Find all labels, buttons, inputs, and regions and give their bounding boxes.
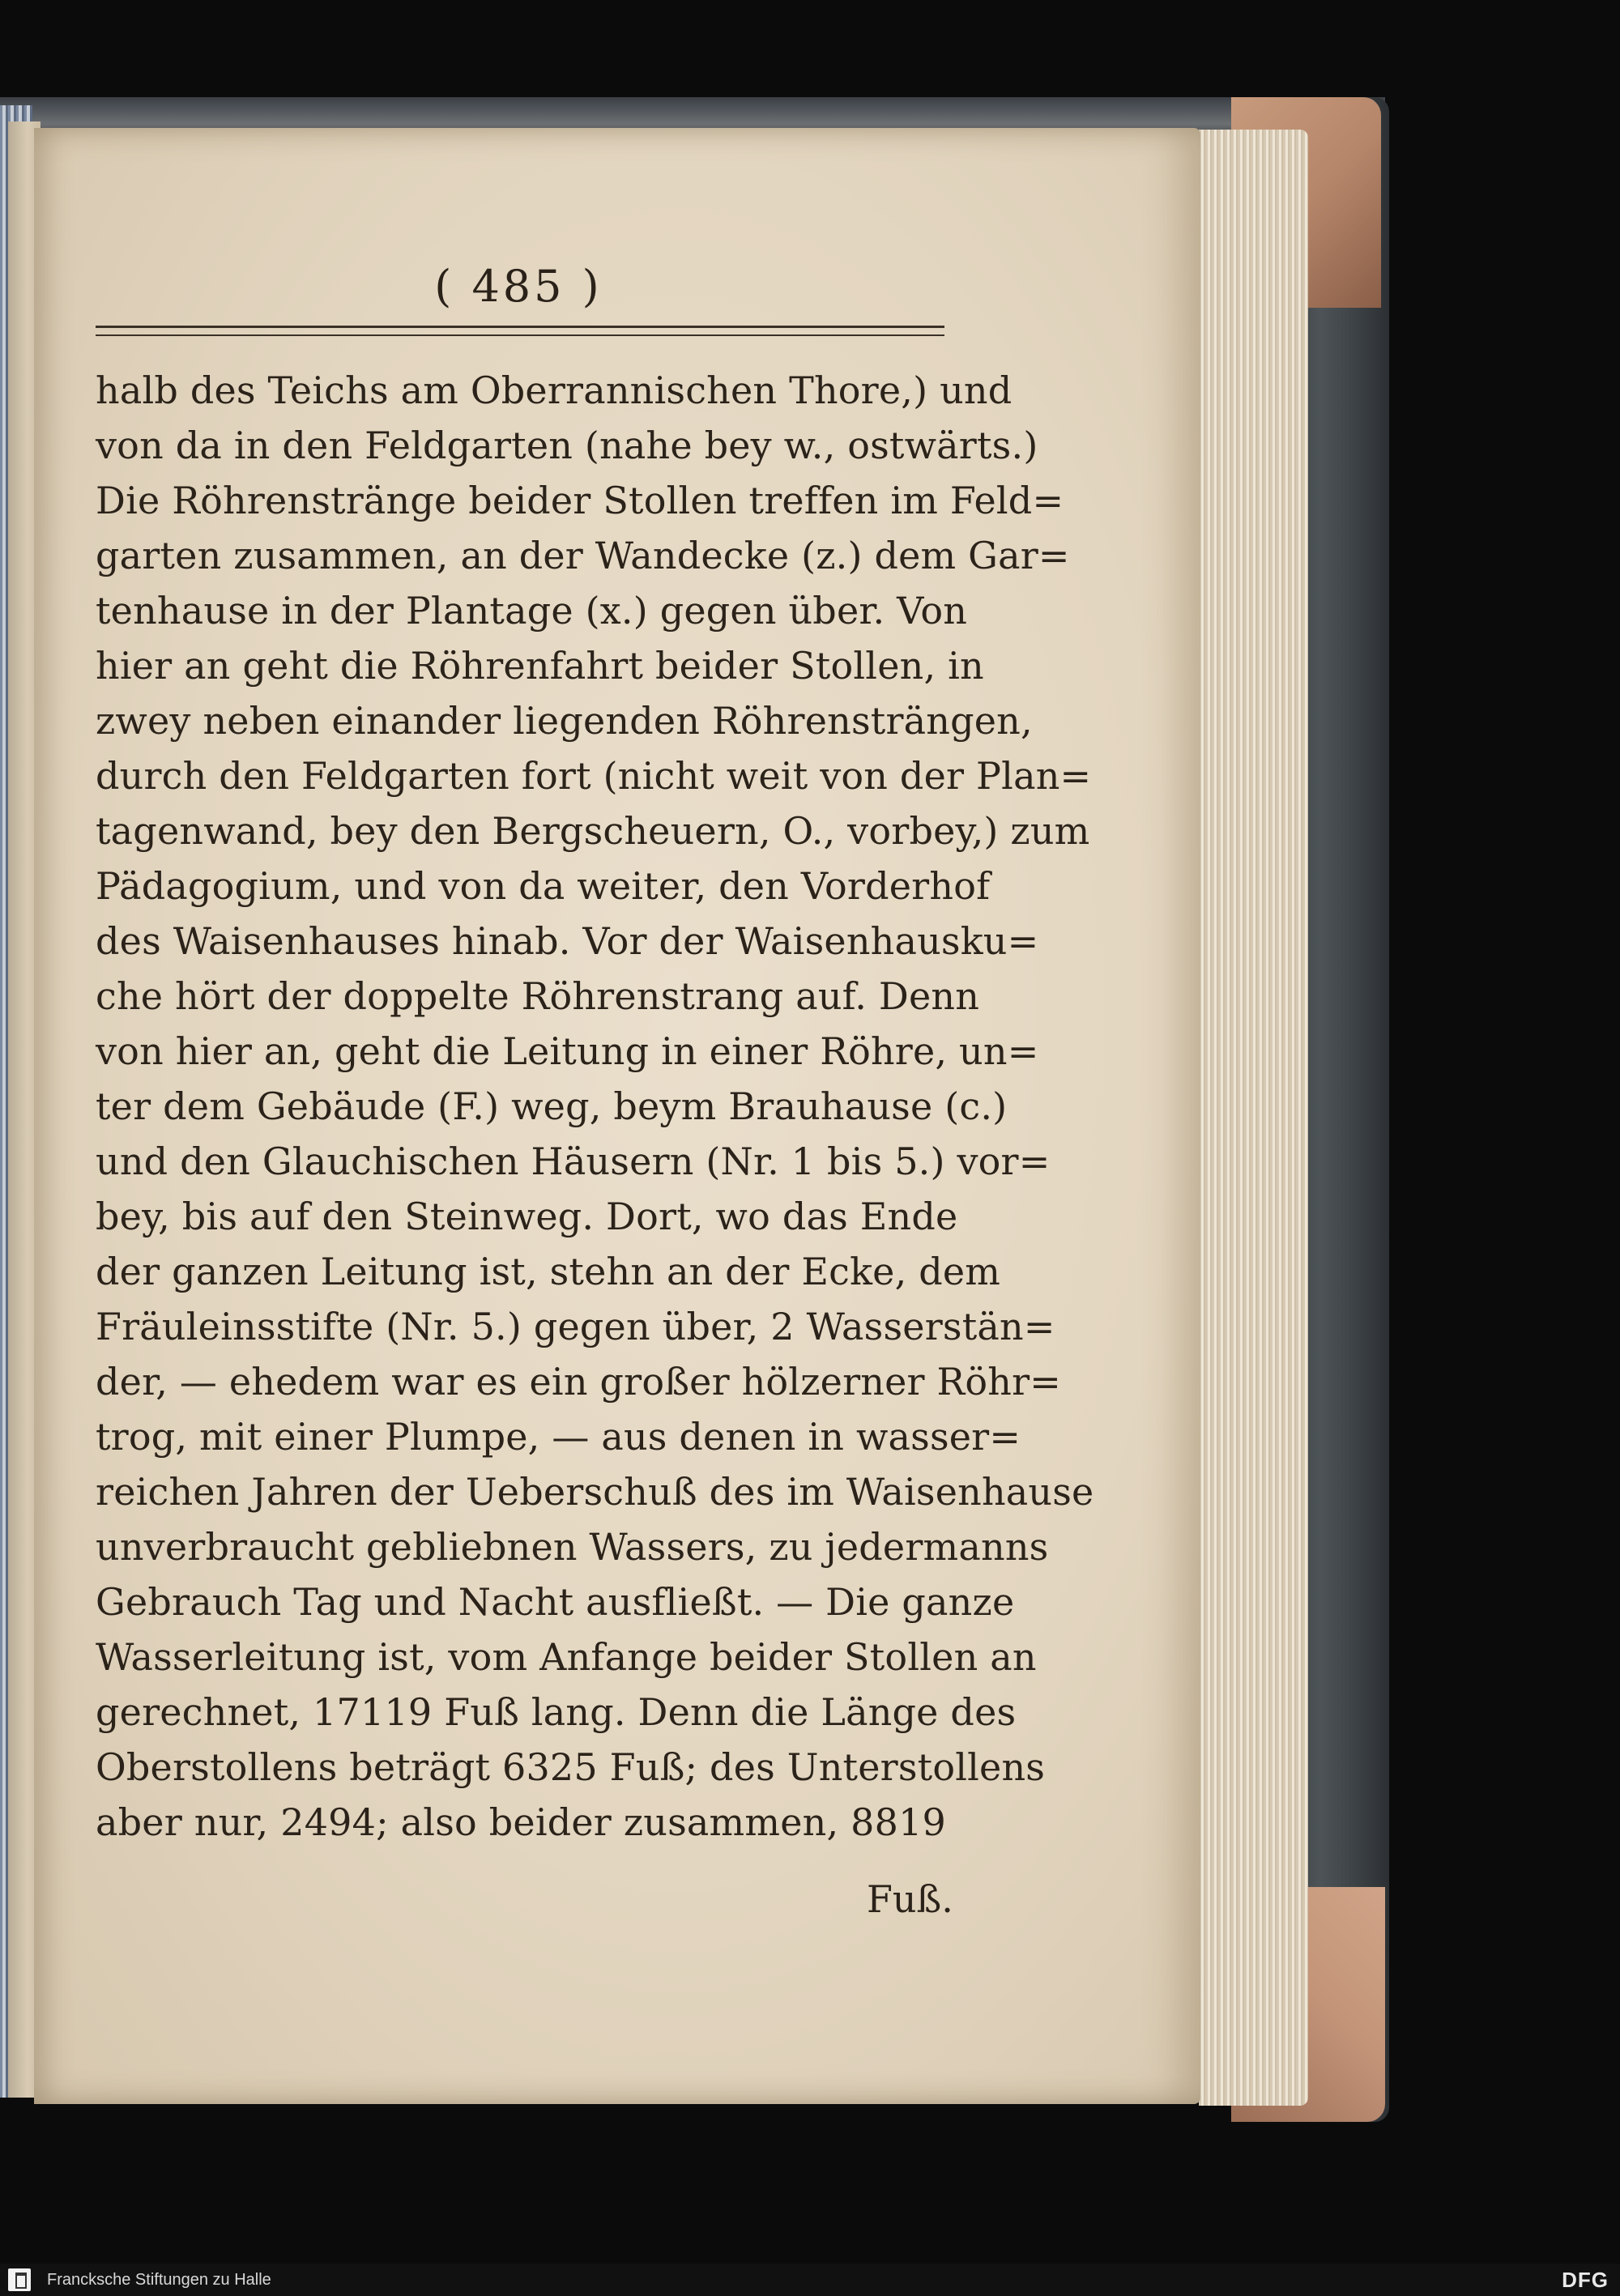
catchword: Fuß. xyxy=(867,1877,953,1921)
viewer-footer xyxy=(0,2264,1620,2296)
text-line: und den Glauchischen Häusern (Nr. 1 bis 5.) vor= xyxy=(96,1139,1051,1183)
text-line: der, — ehedem war es ein großer hölzerner Röhr= xyxy=(96,1360,1062,1404)
text-line: reichen Jahren der Ueberschuß des im Waisenhause xyxy=(96,1470,1094,1514)
page-number: ( 485 ) xyxy=(434,261,603,312)
text-line: tenhause in der Plantage (x.) gegen über. Von xyxy=(96,589,968,633)
page-text xyxy=(96,363,1094,1850)
text-line: Pädagogium, und von da weiter, den Vorderhof xyxy=(96,864,991,908)
text-line: Wasserleitung ist, vom Anfange beider Stollen an xyxy=(96,1635,1037,1679)
dfg-logo[interactable]: DFG xyxy=(1562,2268,1609,2292)
page-stack-edge xyxy=(1199,130,1308,2106)
francke-foundation-logo-icon xyxy=(8,2268,31,2291)
text-line: hier an geht die Röhrenfahrt beider Stollen, in xyxy=(96,644,984,688)
institution-name[interactable]: Francksche Stiftungen zu Halle xyxy=(47,2271,271,2289)
text-line: Gebrauch Tag und Nacht ausfließt. — Die ganze xyxy=(96,1580,1015,1624)
text-line: von hier an, geht die Leitung in einer Röhre, un= xyxy=(96,1029,1039,1073)
text-line: aber nur, 2494; also beider zusammen, 8819 xyxy=(96,1800,946,1844)
text-line: der ganzen Leitung ist, stehn an der Ecke, dem xyxy=(96,1250,1001,1293)
text-line: halb des Teichs am Oberrannischen Thore,) und xyxy=(96,368,1013,412)
text-line: Fräuleinsstifte (Nr. 5.) gegen über, 2 Wasserstän= xyxy=(96,1305,1055,1348)
text-line: Die Röhrenstränge beider Stollen treffen im Feld= xyxy=(96,479,1064,522)
text-line: tagenwand, bey den Bergscheuern, O., vorbey,) zum xyxy=(96,809,1090,853)
text-line: zwey neben einander liegenden Röhrensträngen, xyxy=(96,699,1033,743)
text-line: che hört der doppelte Röhrenstrang auf. Denn xyxy=(96,974,980,1018)
text-line: durch den Feldgarten fort (nicht weit von der Plan= xyxy=(96,754,1092,798)
header-rule xyxy=(96,326,944,336)
text-line: ter dem Gebäude (F.) weg, beym Brauhause (c.) xyxy=(96,1084,1008,1128)
text-line: trog, mit einer Plumpe, — aus denen in wasser= xyxy=(96,1415,1021,1459)
text-line: bey, bis auf den Steinweg. Dort, wo das Ende xyxy=(96,1195,958,1238)
text-line: von da in den Feldgarten (nahe bey w., ostwärts.) xyxy=(96,424,1038,467)
text-line: garten zusammen, an der Wandecke (z.) dem Gar= xyxy=(96,534,1070,577)
text-line: unverbraucht gebliebnen Wassers, zu jedermanns xyxy=(96,1525,1049,1569)
text-line: des Waisenhauses hinab. Vor der Waisenhausku= xyxy=(96,919,1039,963)
text-line: gerechnet, 17119 Fuß lang. Denn die Länge des xyxy=(96,1690,1017,1734)
text-line: Oberstollens beträgt 6325 Fuß; des Unterstollens xyxy=(96,1745,1046,1789)
